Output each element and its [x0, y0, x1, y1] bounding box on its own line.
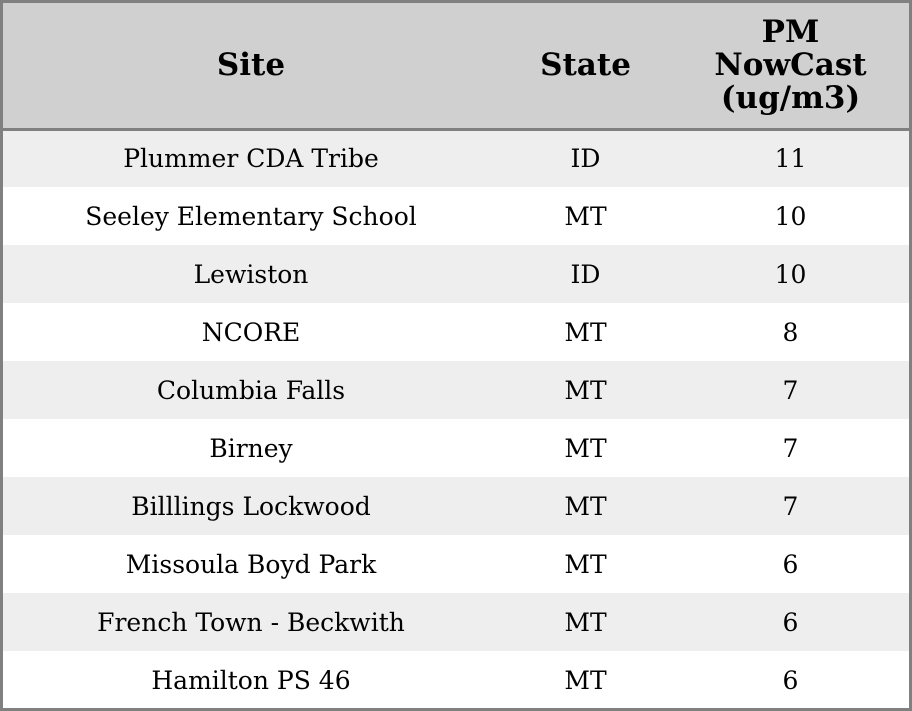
- cell-pm-nowcast: 11: [774, 144, 807, 174]
- table-row: [3, 419, 909, 477]
- table-row: [3, 361, 909, 419]
- cell-site: Billlings Lockwood: [131, 491, 371, 521]
- cell-pm-nowcast: 10: [774, 259, 807, 289]
- table-row: [3, 593, 909, 651]
- cell-pm-nowcast: 10: [774, 201, 807, 231]
- column-header-state: State: [499, 3, 672, 129]
- table-row: [3, 129, 909, 187]
- cell-state: ID: [570, 259, 601, 289]
- cell-pm-nowcast: 6: [782, 549, 799, 579]
- column-header-pm-line-3: (ug/m3): [720, 79, 861, 116]
- cell-pm-nowcast: 7: [782, 375, 799, 405]
- column-header-pm-line-2: NowCast: [714, 46, 867, 83]
- cell-site: NCORE: [201, 317, 301, 347]
- table-row: [3, 651, 909, 709]
- cell-pm-nowcast: 7: [782, 491, 799, 521]
- cell-state: MT: [564, 549, 607, 579]
- table-row: [3, 245, 909, 303]
- cell-state: MT: [564, 491, 607, 521]
- cell-state: MT: [564, 375, 607, 405]
- table-header: [3, 3, 909, 129]
- cell-state: ID: [570, 144, 601, 174]
- cell-state: MT: [564, 201, 607, 231]
- cell-state: MT: [564, 665, 607, 695]
- cell-site: Hamilton PS 46: [151, 665, 351, 695]
- column-header-pm-line-1: PM: [761, 13, 820, 50]
- table-row: [3, 303, 909, 361]
- cell-site: Plummer CDA Tribe: [123, 144, 379, 174]
- cell-state: MT: [564, 607, 607, 637]
- column-header-site: Site: [3, 3, 499, 129]
- cell-site: Columbia Falls: [156, 375, 346, 405]
- data-table: [3, 3, 909, 709]
- cell-site: Lewiston: [193, 259, 309, 289]
- cell-pm-nowcast: 7: [782, 433, 799, 463]
- cell-pm-nowcast: 6: [782, 665, 799, 695]
- cell-state: MT: [564, 433, 607, 463]
- table-body: [3, 129, 909, 709]
- table-row: [3, 187, 909, 245]
- column-header-pm-nowcast: [672, 3, 909, 129]
- cell-state: MT: [564, 317, 607, 347]
- table-row: [3, 535, 909, 593]
- cell-site: Birney: [209, 433, 293, 463]
- cell-site: Seeley Elementary School: [85, 201, 417, 231]
- cell-site: French Town - Beckwith: [97, 607, 405, 637]
- table-row: [3, 477, 909, 535]
- cell-pm-nowcast: 8: [782, 317, 799, 347]
- header-row: [3, 3, 909, 129]
- cell-site: Missoula Boyd Park: [125, 549, 377, 579]
- cell-pm-nowcast: 6: [782, 607, 799, 637]
